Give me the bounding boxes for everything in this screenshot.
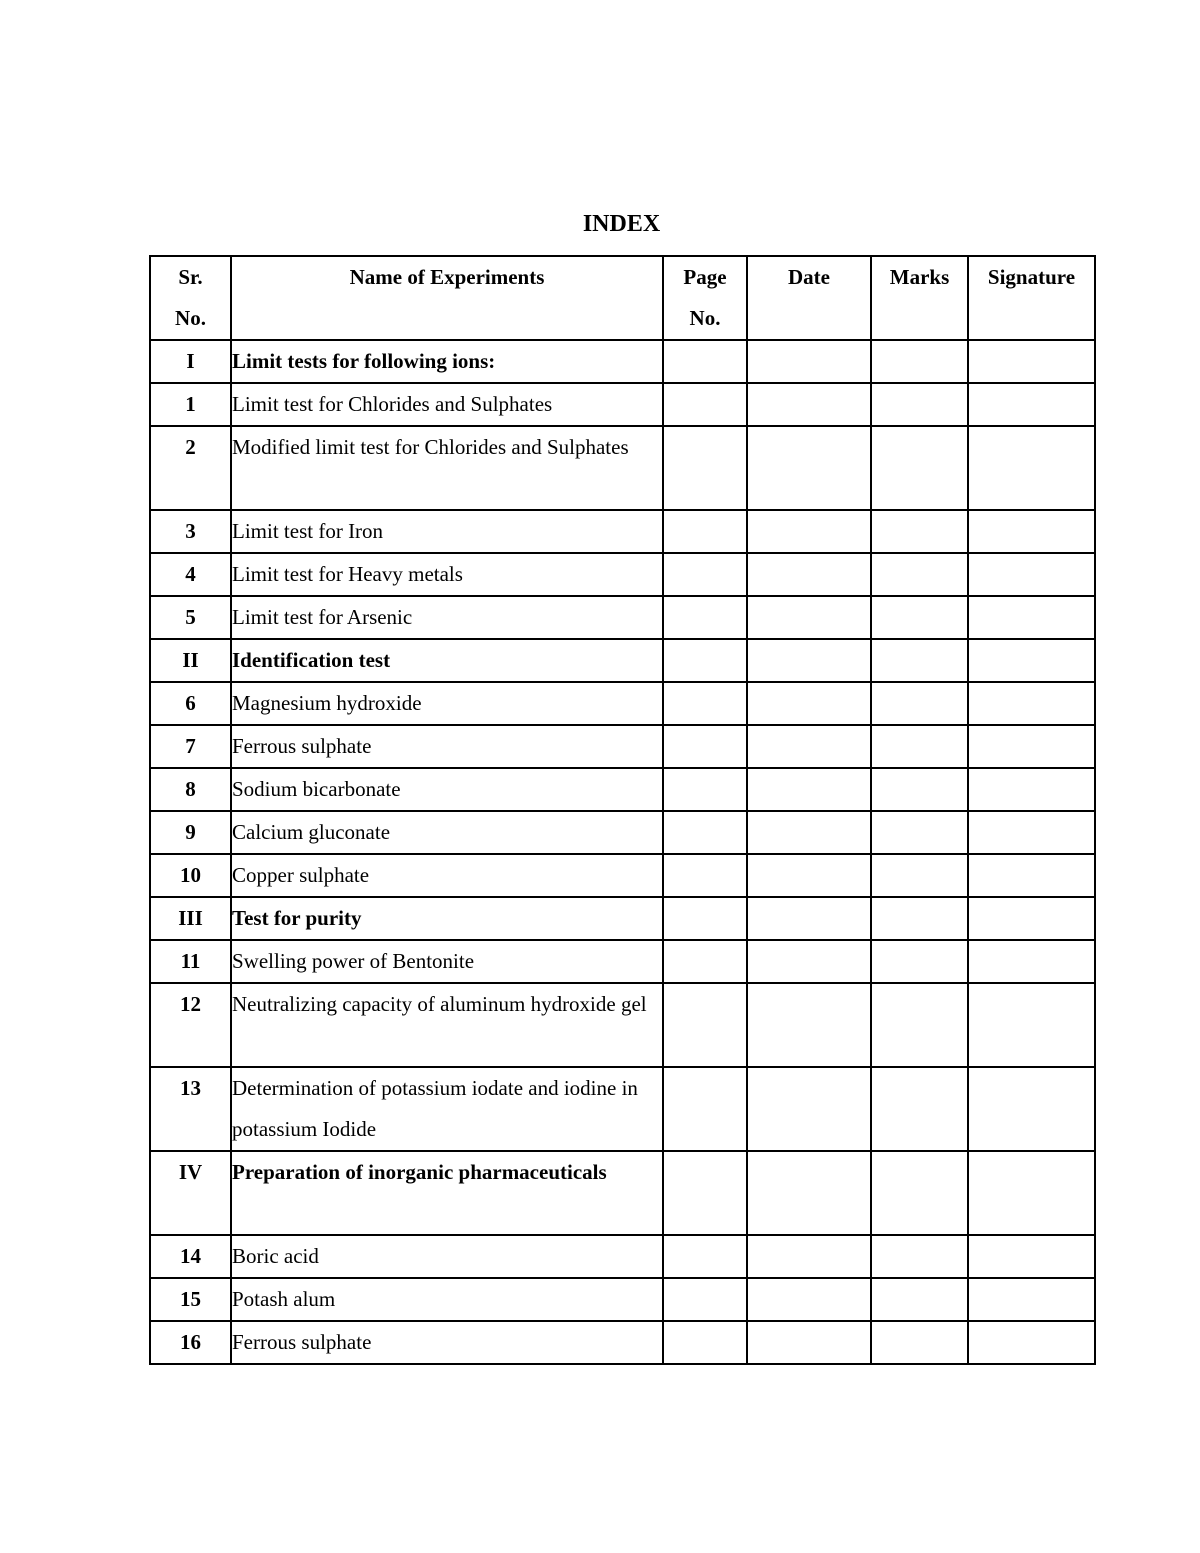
marks-cell: [871, 854, 968, 897]
experiment-name-cell: Swelling power of Bentonite: [231, 940, 663, 983]
date-cell: [747, 639, 871, 682]
experiment-name-cell: Determination of potassium iodate and iodine in potassium Iodide: [231, 1067, 663, 1151]
page-no-cell: [663, 1151, 747, 1235]
marks-cell: [871, 426, 968, 510]
marks-cell: [871, 897, 968, 940]
table-row: [150, 553, 1095, 596]
experiment-name-cell: Sodium bicarbonate: [231, 768, 663, 811]
experiment-name-cell: Limit test for Heavy metals: [231, 553, 663, 596]
date-cell: [747, 596, 871, 639]
signature-cell: [968, 811, 1095, 854]
header-page-line1: Page: [683, 265, 727, 289]
page-no-cell: [663, 1278, 747, 1321]
signature-cell: [968, 1235, 1095, 1278]
page-no-cell: [663, 553, 747, 596]
page-no-cell: [663, 940, 747, 983]
page-no-cell: [663, 811, 747, 854]
date-cell: [747, 1321, 871, 1364]
table-row: [150, 383, 1095, 426]
date-cell: [747, 725, 871, 768]
table-row: [150, 725, 1095, 768]
signature-cell: [968, 768, 1095, 811]
table-row: [150, 1235, 1095, 1278]
date-cell: [747, 426, 871, 510]
experiment-name-cell: Limit test for Iron: [231, 510, 663, 553]
date-cell: [747, 1235, 871, 1278]
experiment-name-cell: Limit test for Chlorides and Sulphates: [231, 383, 663, 426]
date-cell: [747, 510, 871, 553]
signature-cell: [968, 854, 1095, 897]
table-row: [150, 596, 1095, 639]
marks-cell: [871, 940, 968, 983]
sr-no-cell: 1: [150, 383, 231, 426]
date-cell: [747, 983, 871, 1067]
sr-no-cell: 4: [150, 553, 231, 596]
signature-cell: [968, 897, 1095, 940]
table-row: [150, 639, 1095, 682]
sr-no-cell: 2: [150, 426, 231, 510]
section-heading-cell: Test for purity: [231, 897, 663, 940]
signature-cell: [968, 383, 1095, 426]
experiment-name-cell: Ferrous sulphate: [231, 1321, 663, 1364]
date-cell: [747, 940, 871, 983]
date-cell: [747, 897, 871, 940]
table-row: [150, 1321, 1095, 1364]
header-sr-line1: Sr.: [178, 265, 203, 289]
signature-cell: [968, 596, 1095, 639]
marks-cell: [871, 725, 968, 768]
signature-cell: [968, 1321, 1095, 1364]
table-row: [150, 510, 1095, 553]
marks-cell: [871, 1278, 968, 1321]
sr-no-cell: 10: [150, 854, 231, 897]
sr-no-cell: IV: [150, 1151, 231, 1235]
marks-cell: [871, 553, 968, 596]
header-row: [150, 256, 1095, 340]
sr-no-cell: 15: [150, 1278, 231, 1321]
sr-no-cell: 11: [150, 940, 231, 983]
date-cell: [747, 1151, 871, 1235]
page-no-cell: [663, 1235, 747, 1278]
marks-cell: [871, 768, 968, 811]
page-no-cell: [663, 596, 747, 639]
table-body: [150, 340, 1095, 1364]
date-cell: [747, 553, 871, 596]
header-sr-line2: No.: [175, 306, 206, 330]
marks-cell: [871, 596, 968, 639]
experiment-name-cell: Limit test for Arsenic: [231, 596, 663, 639]
date-cell: [747, 854, 871, 897]
table-row: [150, 854, 1095, 897]
sr-no-cell: 14: [150, 1235, 231, 1278]
marks-cell: [871, 1067, 968, 1151]
page-no-cell: [663, 383, 747, 426]
page-no-cell: [663, 639, 747, 682]
experiment-name-cell: Neutralizing capacity of aluminum hydroxide gel: [231, 983, 663, 1067]
table-row: [150, 426, 1095, 510]
sr-no-cell: 16: [150, 1321, 231, 1364]
signature-cell: [968, 682, 1095, 725]
page-no-cell: [663, 1321, 747, 1364]
sr-no-cell: 12: [150, 983, 231, 1067]
sr-no-cell: 7: [150, 725, 231, 768]
header-sr-no: [150, 256, 231, 340]
date-cell: [747, 682, 871, 725]
experiment-name-cell: Potash alum: [231, 1278, 663, 1321]
page-no-cell: [663, 1067, 747, 1151]
marks-cell: [871, 340, 968, 383]
page-title: INDEX: [582, 211, 661, 237]
experiment-name-cell: Copper sulphate: [231, 854, 663, 897]
signature-cell: [968, 426, 1095, 510]
marks-cell: [871, 1321, 968, 1364]
table-row: [150, 897, 1095, 940]
sr-no-cell: 3: [150, 510, 231, 553]
marks-cell: [871, 1235, 968, 1278]
experiment-name-cell: Boric acid: [231, 1235, 663, 1278]
marks-cell: [871, 383, 968, 426]
signature-cell: [968, 639, 1095, 682]
experiment-name-cell: Magnesium hydroxide: [231, 682, 663, 725]
sr-no-cell: I: [150, 340, 231, 383]
page-no-cell: [663, 426, 747, 510]
marks-cell: [871, 682, 968, 725]
sr-no-cell: 6: [150, 682, 231, 725]
page-no-cell: [663, 768, 747, 811]
marks-cell: [871, 639, 968, 682]
header-signature: Signature: [968, 256, 1095, 340]
marks-cell: [871, 1151, 968, 1235]
signature-cell: [968, 940, 1095, 983]
table-row: [150, 811, 1095, 854]
sr-no-cell: 8: [150, 768, 231, 811]
index-table: [149, 255, 1096, 1365]
page-no-cell: [663, 854, 747, 897]
page-no-cell: [663, 897, 747, 940]
sr-no-cell: 13: [150, 1067, 231, 1151]
signature-cell: [968, 983, 1095, 1067]
sr-no-cell: II: [150, 639, 231, 682]
section-heading-cell: Identification test: [231, 639, 663, 682]
signature-cell: [968, 553, 1095, 596]
sr-no-cell: 5: [150, 596, 231, 639]
page-no-cell: [663, 983, 747, 1067]
date-cell: [747, 1278, 871, 1321]
page-no-cell: [663, 340, 747, 383]
date-cell: [747, 768, 871, 811]
page-no-cell: [663, 510, 747, 553]
date-cell: [747, 1067, 871, 1151]
header-name-of-experiments: Name of Experiments: [231, 256, 663, 340]
sr-no-cell: III: [150, 897, 231, 940]
page-no-cell: [663, 725, 747, 768]
table-row: [150, 340, 1095, 383]
signature-cell: [968, 1151, 1095, 1235]
date-cell: [747, 811, 871, 854]
table-row: [150, 983, 1095, 1067]
table-row: [150, 1278, 1095, 1321]
header-page-no: [663, 256, 747, 340]
section-heading-cell: Limit tests for following ions:: [231, 340, 663, 383]
date-cell: [747, 383, 871, 426]
marks-cell: [871, 510, 968, 553]
marks-cell: [871, 983, 968, 1067]
table-row: [150, 1067, 1095, 1151]
signature-cell: [968, 1278, 1095, 1321]
experiment-name-cell: Calcium gluconate: [231, 811, 663, 854]
signature-cell: [968, 340, 1095, 383]
header-page-line2: No.: [689, 306, 721, 330]
table-row: [150, 940, 1095, 983]
header-date: Date: [747, 256, 871, 340]
marks-cell: [871, 811, 968, 854]
table-row: [150, 682, 1095, 725]
signature-cell: [968, 725, 1095, 768]
table-row: [150, 1151, 1095, 1235]
sr-no-cell: 9: [150, 811, 231, 854]
signature-cell: [968, 510, 1095, 553]
signature-cell: [968, 1067, 1095, 1151]
experiment-name-cell: Ferrous sulphate: [231, 725, 663, 768]
header-marks: Marks: [871, 256, 968, 340]
date-cell: [747, 340, 871, 383]
experiment-name-cell: Modified limit test for Chlorides and Sulphates: [231, 426, 663, 510]
table-row: [150, 768, 1095, 811]
section-heading-cell: Preparation of inorganic pharmaceuticals: [231, 1151, 663, 1235]
page-no-cell: [663, 682, 747, 725]
